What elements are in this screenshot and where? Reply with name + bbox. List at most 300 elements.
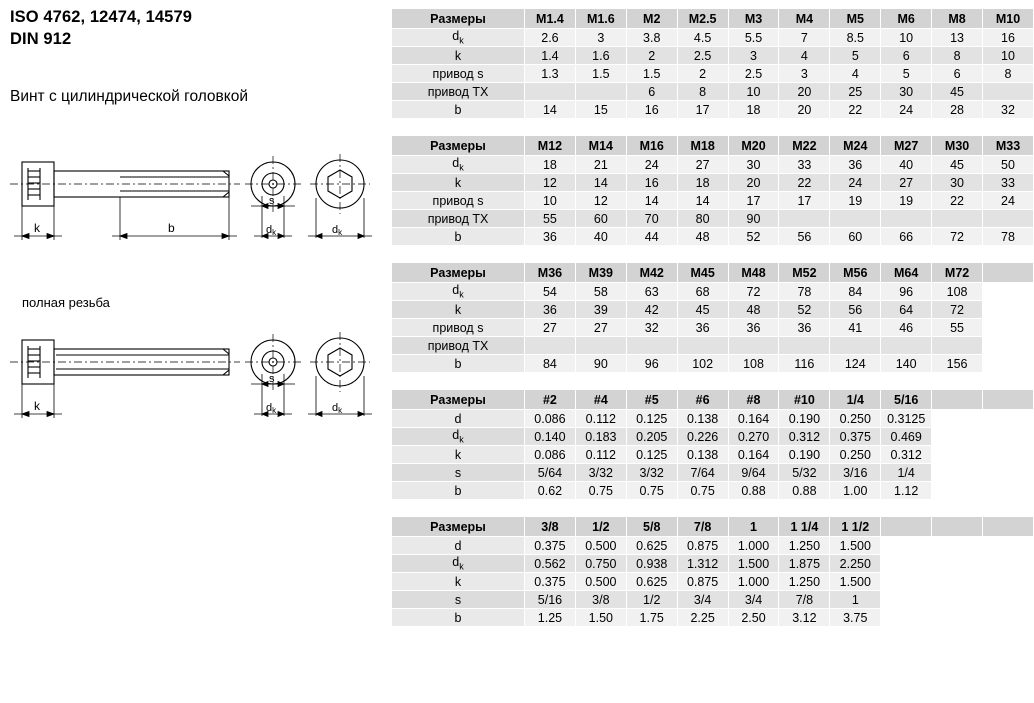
row-label: $d_k$ <box>392 555 525 573</box>
dim-label-b-1: b <box>168 221 175 235</box>
table-cell: 25 <box>830 83 881 101</box>
table-cell: 8 <box>677 83 728 101</box>
table-cell: 0.312 <box>779 428 830 446</box>
table-cell <box>983 609 1034 627</box>
row-label: $d_k$ <box>392 283 525 301</box>
table-header-cell: M1.6 <box>575 9 626 29</box>
table-cell: 0.312 <box>881 446 932 464</box>
row-label: s <box>392 464 525 482</box>
table-cell: 1.5 <box>626 65 677 83</box>
table-header-label: Размеры <box>392 263 525 283</box>
table-cell: 22 <box>932 192 983 210</box>
table-cell <box>779 337 830 355</box>
table-cell: 36 <box>830 156 881 174</box>
table-cell: 1.312 <box>677 555 728 573</box>
table-cell: 10 <box>728 83 779 101</box>
table-cell: 1.12 <box>881 482 932 500</box>
table-cell <box>575 337 626 355</box>
table-header-row <box>392 136 1034 156</box>
table-cell: 39 <box>575 301 626 319</box>
table-row <box>392 156 1034 174</box>
table-header-label: Размеры <box>392 9 525 29</box>
dim-label-s-2: s <box>269 373 275 385</box>
table-cell: 7/64 <box>677 464 728 482</box>
table-cell <box>932 410 983 428</box>
table-cell: 42 <box>626 301 677 319</box>
table-cell: 3 <box>779 65 830 83</box>
table-cell: 66 <box>881 228 932 246</box>
dim-label-dk-1: dk <box>266 224 277 237</box>
row-label: привод s <box>392 319 525 337</box>
table-header-cell: M36 <box>525 263 576 283</box>
table-header-cell <box>932 390 983 410</box>
table-cell: 17 <box>728 192 779 210</box>
table-cell: 33 <box>983 174 1034 192</box>
table-cell: 2.50 <box>728 609 779 627</box>
table-cell: 14 <box>626 192 677 210</box>
table-cell: 36 <box>779 319 830 337</box>
table-cell: 36 <box>728 319 779 337</box>
table-cell: 4 <box>779 47 830 65</box>
table-cell: 40 <box>881 156 932 174</box>
table-cell: 156 <box>932 355 983 373</box>
table-cell: 28 <box>932 101 983 119</box>
table-row <box>392 591 1034 609</box>
row-label: b <box>392 482 525 500</box>
table-cell: 0.190 <box>779 446 830 464</box>
table-header-cell: M20 <box>728 136 779 156</box>
table-cell: 16 <box>983 29 1034 47</box>
table-cell: 36 <box>525 301 576 319</box>
table-cell: 3 <box>575 29 626 47</box>
row-label: $d_k$ <box>392 156 525 174</box>
table-row <box>392 537 1034 555</box>
table-header-cell: M2.5 <box>677 9 728 29</box>
row-label: k <box>392 47 525 65</box>
table-header-cell: M18 <box>677 136 728 156</box>
table-cell <box>626 337 677 355</box>
table-cell: 0.270 <box>728 428 779 446</box>
dimension-table <box>391 516 1034 627</box>
table-cell <box>983 337 1034 355</box>
table-cell <box>983 573 1034 591</box>
table-header-cell: M2 <box>626 9 677 29</box>
screw-drawing-partial-thread <box>0 140 385 270</box>
table-cell: 70 <box>626 210 677 228</box>
table-cell: 5.5 <box>728 29 779 47</box>
table-header-cell: 1 1/2 <box>830 517 881 537</box>
table-row <box>392 29 1034 47</box>
table-cell: 2.25 <box>677 609 728 627</box>
table-cell: 27 <box>525 319 576 337</box>
dimension-table <box>391 135 1034 246</box>
table-header-label: Размеры <box>392 517 525 537</box>
table-cell: 2.6 <box>525 29 576 47</box>
table-cell: 27 <box>677 156 728 174</box>
table-header-cell: M5 <box>830 9 881 29</box>
table-cell <box>525 83 576 101</box>
table-header-cell: M10 <box>983 9 1034 29</box>
table-cell: 1.000 <box>728 537 779 555</box>
table-cell: 78 <box>983 228 1034 246</box>
table-cell: 6 <box>932 65 983 83</box>
table-header-cell: M3 <box>728 9 779 29</box>
screw-drawing-svg-2 <box>0 318 385 448</box>
table-cell: 27 <box>881 174 932 192</box>
table-cell: 0.375 <box>525 537 576 555</box>
table-header-cell: M12 <box>525 136 576 156</box>
table-row <box>392 101 1034 119</box>
table-cell: 0.3125 <box>881 410 932 428</box>
table-cell: 3/4 <box>677 591 728 609</box>
dimension-tables <box>391 0 1034 643</box>
table-header-cell: M39 <box>575 263 626 283</box>
table-cell: 45 <box>677 301 728 319</box>
row-label: d <box>392 410 525 428</box>
table-cell: 14 <box>677 192 728 210</box>
table-row <box>392 446 1034 464</box>
table-cell: 60 <box>575 210 626 228</box>
table-cell <box>983 210 1034 228</box>
table-header-cell: M14 <box>575 136 626 156</box>
table-cell: 16 <box>626 101 677 119</box>
row-label: привод TX <box>392 83 525 101</box>
table-cell <box>983 591 1034 609</box>
table-cell: 45 <box>932 83 983 101</box>
table-header-cell: 5/8 <box>626 517 677 537</box>
table-cell: 0.138 <box>677 446 728 464</box>
table-cell: 140 <box>881 355 932 373</box>
table-cell: 6 <box>881 47 932 65</box>
table-cell: 56 <box>830 301 881 319</box>
table-cell <box>983 428 1034 446</box>
table-cell: 72 <box>932 228 983 246</box>
table-cell: 20 <box>779 101 830 119</box>
row-label: $d_k$ <box>392 428 525 446</box>
row-label: k <box>392 446 525 464</box>
table-cell: 108 <box>728 355 779 373</box>
table-header-cell <box>983 517 1034 537</box>
table-cell: 0.62 <box>525 482 576 500</box>
table-cell: 41 <box>830 319 881 337</box>
table-cell <box>881 591 932 609</box>
table-cell: 0.375 <box>525 573 576 591</box>
table-row <box>392 609 1034 627</box>
title-line-1: ISO 4762, 12474, 14579 <box>10 8 193 26</box>
table-cell: 0.250 <box>830 410 881 428</box>
table-header-cell <box>983 390 1034 410</box>
table-header-cell: M30 <box>932 136 983 156</box>
row-label: привод s <box>392 192 525 210</box>
table-cell: 5/16 <box>525 591 576 609</box>
table-cell <box>881 555 932 573</box>
table-cell: 3.75 <box>830 609 881 627</box>
table-cell: 22 <box>779 174 830 192</box>
table-cell: 124 <box>830 355 881 373</box>
table-cell: 12 <box>525 174 576 192</box>
drawing-column <box>0 0 385 703</box>
row-label: привод s <box>392 65 525 83</box>
row-label: k <box>392 174 525 192</box>
table-row <box>392 573 1034 591</box>
table-cell: 0.88 <box>779 482 830 500</box>
table-cell <box>779 210 830 228</box>
table-cell: 78 <box>779 283 830 301</box>
table-cell <box>983 446 1034 464</box>
table-cell: 5 <box>881 65 932 83</box>
table-row <box>392 410 1034 428</box>
table-cell <box>983 410 1034 428</box>
table-cell: 30 <box>881 83 932 101</box>
table-cell <box>932 609 983 627</box>
table-cell: 0.125 <box>626 410 677 428</box>
table-cell <box>983 283 1034 301</box>
table-cell: 19 <box>830 192 881 210</box>
table-row <box>392 319 1034 337</box>
table-header-cell: 1 <box>728 517 779 537</box>
table-cell: 46 <box>881 319 932 337</box>
table-cell: 0.205 <box>626 428 677 446</box>
table-cell: 96 <box>626 355 677 373</box>
table-cell: 0.500 <box>575 537 626 555</box>
screw-drawing-svg-1 <box>0 140 385 270</box>
table-header-cell: 3/8 <box>525 517 576 537</box>
table-header-cell: 1/4 <box>830 390 881 410</box>
table-cell: 84 <box>830 283 881 301</box>
table-header-cell: M56 <box>830 263 881 283</box>
table-header-cell <box>881 517 932 537</box>
row-label: d <box>392 537 525 555</box>
dim-label-s-1: s <box>269 195 275 207</box>
table-cell: 21 <box>575 156 626 174</box>
table-header-cell: M1.4 <box>525 9 576 29</box>
table-cell <box>830 337 881 355</box>
table-header-label: Размеры <box>392 390 525 410</box>
table-header-row <box>392 263 1034 283</box>
table-header-cell: #10 <box>779 390 830 410</box>
table-cell: 72 <box>932 301 983 319</box>
table-cell: 116 <box>779 355 830 373</box>
table-cell: 0.086 <box>525 410 576 428</box>
dimension-table <box>391 262 1034 373</box>
table-cell: 102 <box>677 355 728 373</box>
table-cell: 48 <box>728 301 779 319</box>
row-label: b <box>392 609 525 627</box>
table-cell: 10 <box>525 192 576 210</box>
table-cell: 1/2 <box>626 591 677 609</box>
table-cell: 63 <box>626 283 677 301</box>
table-header-row <box>392 517 1034 537</box>
table-cell <box>932 537 983 555</box>
row-label: привод TX <box>392 337 525 355</box>
table-cell: 3.8 <box>626 29 677 47</box>
table-cell: 1.00 <box>830 482 881 500</box>
table-cell: 108 <box>932 283 983 301</box>
table-cell: 22 <box>830 101 881 119</box>
table-cell: 13 <box>932 29 983 47</box>
table-header-cell: M42 <box>626 263 677 283</box>
table-cell: 17 <box>677 101 728 119</box>
row-label: привод TX <box>392 210 525 228</box>
table-header-cell: M33 <box>983 136 1034 156</box>
table-cell: 0.875 <box>677 573 728 591</box>
table-cell <box>881 573 932 591</box>
table-header-cell: #4 <box>575 390 626 410</box>
table-cell: 90 <box>575 355 626 373</box>
table-header-cell: M72 <box>932 263 983 283</box>
table-cell: 0.375 <box>830 428 881 446</box>
table-cell: 3/32 <box>575 464 626 482</box>
table-cell: 0.112 <box>575 410 626 428</box>
dim-label-dk-2: dk <box>332 224 343 237</box>
table-cell: 2 <box>677 65 728 83</box>
table-cell: 0.469 <box>881 428 932 446</box>
dim-label-k-2: k <box>34 399 40 413</box>
table-cell: 2.5 <box>728 65 779 83</box>
table-cell: 2.5 <box>677 47 728 65</box>
table-cell: 0.164 <box>728 446 779 464</box>
table-cell: 0.938 <box>626 555 677 573</box>
table-header-cell: #6 <box>677 390 728 410</box>
table-cell: 84 <box>525 355 576 373</box>
table-header-cell: #8 <box>728 390 779 410</box>
table-cell <box>932 464 983 482</box>
table-row <box>392 355 1034 373</box>
table-header-cell: M48 <box>728 263 779 283</box>
table-cell <box>932 428 983 446</box>
table-header-label: Размеры <box>392 136 525 156</box>
table-cell: 0.562 <box>525 555 576 573</box>
table-cell: 54 <box>525 283 576 301</box>
table-cell: 24 <box>881 101 932 119</box>
table-cell <box>881 337 932 355</box>
table-header-cell: M52 <box>779 263 830 283</box>
table-cell: 0.750 <box>575 555 626 573</box>
table-cell: 3/32 <box>626 464 677 482</box>
title-line-2: DIN 912 <box>10 30 72 49</box>
dim-label-k-1: k <box>34 221 40 235</box>
table-cell: 0.112 <box>575 446 626 464</box>
table-cell: 4.5 <box>677 29 728 47</box>
table-cell: 32 <box>983 101 1034 119</box>
table-header-cell: 7/8 <box>677 517 728 537</box>
table-cell: 0.183 <box>575 428 626 446</box>
table-cell <box>881 210 932 228</box>
table-cell: 16 <box>626 174 677 192</box>
table-cell <box>881 537 932 555</box>
subtitle: Винт с цилиндрической головкой <box>10 88 249 105</box>
table-cell <box>932 446 983 464</box>
table-cell: 0.875 <box>677 537 728 555</box>
note-full-thread: полная резьба <box>22 295 110 310</box>
table-cell: 1.250 <box>779 573 830 591</box>
table-header-cell: M24 <box>830 136 881 156</box>
table-row <box>392 464 1034 482</box>
table-cell: 72 <box>728 283 779 301</box>
table-header-cell: M45 <box>677 263 728 283</box>
table-cell: 5/32 <box>779 464 830 482</box>
table-row <box>392 210 1034 228</box>
table-cell: 1.250 <box>779 537 830 555</box>
table-cell: 30 <box>932 174 983 192</box>
table-row <box>392 555 1034 573</box>
table-cell: 20 <box>728 174 779 192</box>
table-cell: 40 <box>575 228 626 246</box>
table-cell: 1/4 <box>881 464 932 482</box>
table-cell: 6 <box>626 83 677 101</box>
table-cell: 58 <box>575 283 626 301</box>
table-cell: 68 <box>677 283 728 301</box>
table-cell <box>525 337 576 355</box>
table-cell: 1.50 <box>575 609 626 627</box>
table-header-cell: M6 <box>881 9 932 29</box>
table-cell: 1 <box>830 591 881 609</box>
table-cell: 32 <box>626 319 677 337</box>
table-cell: 19 <box>881 192 932 210</box>
table-cell: 48 <box>677 228 728 246</box>
table-cell: 36 <box>525 228 576 246</box>
page-title <box>10 6 370 51</box>
table-cell: 14 <box>575 174 626 192</box>
table-row <box>392 301 1034 319</box>
table-cell: 10 <box>881 29 932 47</box>
row-label: b <box>392 228 525 246</box>
table-cell <box>830 210 881 228</box>
table-header-cell: #2 <box>525 390 576 410</box>
table-row <box>392 482 1034 500</box>
table-header-cell: M27 <box>881 136 932 156</box>
table-cell: 50 <box>983 156 1034 174</box>
table-cell: 12 <box>575 192 626 210</box>
table-cell: 0.226 <box>677 428 728 446</box>
table-header-cell: M64 <box>881 263 932 283</box>
table-cell: 64 <box>881 301 932 319</box>
row-label: b <box>392 355 525 373</box>
row-label: k <box>392 573 525 591</box>
table-header-cell: M16 <box>626 136 677 156</box>
table-row <box>392 283 1034 301</box>
table-cell: 55 <box>932 319 983 337</box>
table-cell: 1.500 <box>728 555 779 573</box>
table-cell: 0.625 <box>626 573 677 591</box>
table-cell: 96 <box>881 283 932 301</box>
table-cell: 2.250 <box>830 555 881 573</box>
table-cell <box>983 319 1034 337</box>
table-cell <box>677 337 728 355</box>
table-cell: 14 <box>525 101 576 119</box>
table-row <box>392 428 1034 446</box>
table-cell: 1.500 <box>830 537 881 555</box>
table-cell: 0.625 <box>626 537 677 555</box>
table-cell: 3.12 <box>779 609 830 627</box>
table-cell: 1.875 <box>779 555 830 573</box>
table-cell: 24 <box>983 192 1034 210</box>
table-cell: 5/64 <box>525 464 576 482</box>
table-cell <box>983 555 1034 573</box>
table-cell: 18 <box>677 174 728 192</box>
table-cell: 27 <box>575 319 626 337</box>
table-cell: 5 <box>830 47 881 65</box>
table-cell: 33 <box>779 156 830 174</box>
table-cell: 36 <box>677 319 728 337</box>
table-cell: 10 <box>983 47 1034 65</box>
table-cell: 90 <box>728 210 779 228</box>
table-cell <box>983 301 1034 319</box>
table-header-cell: #5 <box>626 390 677 410</box>
table-cell <box>983 537 1034 555</box>
table-cell: 44 <box>626 228 677 246</box>
dim-label-dk-4: dk <box>332 402 343 415</box>
